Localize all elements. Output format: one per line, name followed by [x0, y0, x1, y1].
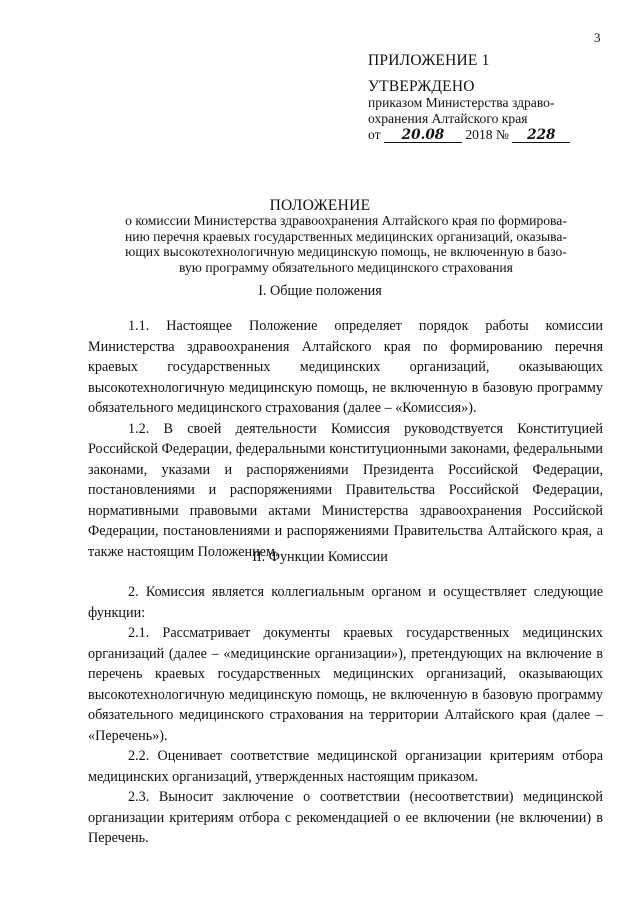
section-heading-functions: II. Функции Комиссии: [252, 549, 388, 565]
paragraph-1-1: 1.1. Настоящее Положение определяет порядок работы комиссии Министерства здравоохранения Алтайского края по формированию перечня краевых государственных медицинских организаций, оказывающих высокотехнологичную медицинскую помощь, не включенную в базовую программу обязательного медицинского страхования (далее – «Комиссия»).: [88, 318, 603, 416]
document-subtitle: [88, 213, 604, 275]
section-body-functions: [88, 582, 603, 849]
appendix-label: ПРИЛОЖЕНИЕ 1: [368, 52, 490, 69]
paragraph-2-3: 2.3. Выносит заключение о соответствии (несоответствии) медицинской организации критериям отбора с рекомендацией о ее включении (не включении) в Перечень.: [88, 789, 603, 846]
paragraph-2-2: 2.2. Оценивает соответствие медицинской организации критериям отбора медицинских организаций, утвержденных настоящим приказом.: [88, 748, 603, 785]
subtitle-line: вую программу обязательного медицинского страхования: [179, 259, 513, 275]
subtitle-line: ющих высокотехнологичную медицинскую помощь, не включенную в базо-: [125, 244, 567, 259]
page-number: 3: [594, 30, 601, 45]
section-body-general: [88, 316, 603, 562]
paragraph-1-2: 1.2. В своей деятельности Комиссия руководствуется Конституцией Российской Федерации, федеральными конституционными законами, федеральными законами, указами и распоряжениями Президента Российской Федерации, постановлениями и распоряжениями Правительства Российской Федерации, нормативными правовыми актами Министерства здравоохранения Российской Федерации, постановлениями и распоряжениями Правительства Алтайского края, а также настоящим Положением.: [88, 420, 603, 560]
document-title: ПОЛОЖЕНИЕ: [269, 197, 371, 214]
subtitle-line: о комиссии Министерства здравоохранения Алтайского края по формирова-: [125, 213, 567, 228]
order-year: 2018 №: [465, 127, 509, 142]
approval-stamp: [368, 53, 618, 143]
subtitle-line: нию перечня краевых государственных медицинских организаций, оказыва-: [125, 228, 567, 244]
order-date-line: [368, 127, 618, 143]
handwritten-number: 228: [512, 128, 570, 143]
paragraph-2-1: 2.1. Рассматривает документы краевых государственных медицинских организаций (далее – «медицинские организации»), претендующих на включение в перечень краевых государственных медицинских организаций, оказывающих высокотехнологичную медицинскую помощь, не включенную в базовую программу обязательного медицинского страхования на территории Алтайского края (далее – «Перечень»).: [88, 625, 603, 744]
order-line-1: приказом Министерства здраво-: [368, 95, 555, 110]
from-prefix: от: [368, 127, 381, 142]
paragraph-2: 2. Комиссия является коллегиальным органом и осуществляет следующие функции:: [88, 584, 603, 621]
approved-label: УТВЕРЖДЕНО: [368, 78, 475, 95]
handwritten-date: 20.08: [384, 128, 462, 143]
section-heading-general: I. Общие положения: [258, 283, 382, 299]
order-line-2: охранения Алтайского края: [368, 111, 528, 126]
